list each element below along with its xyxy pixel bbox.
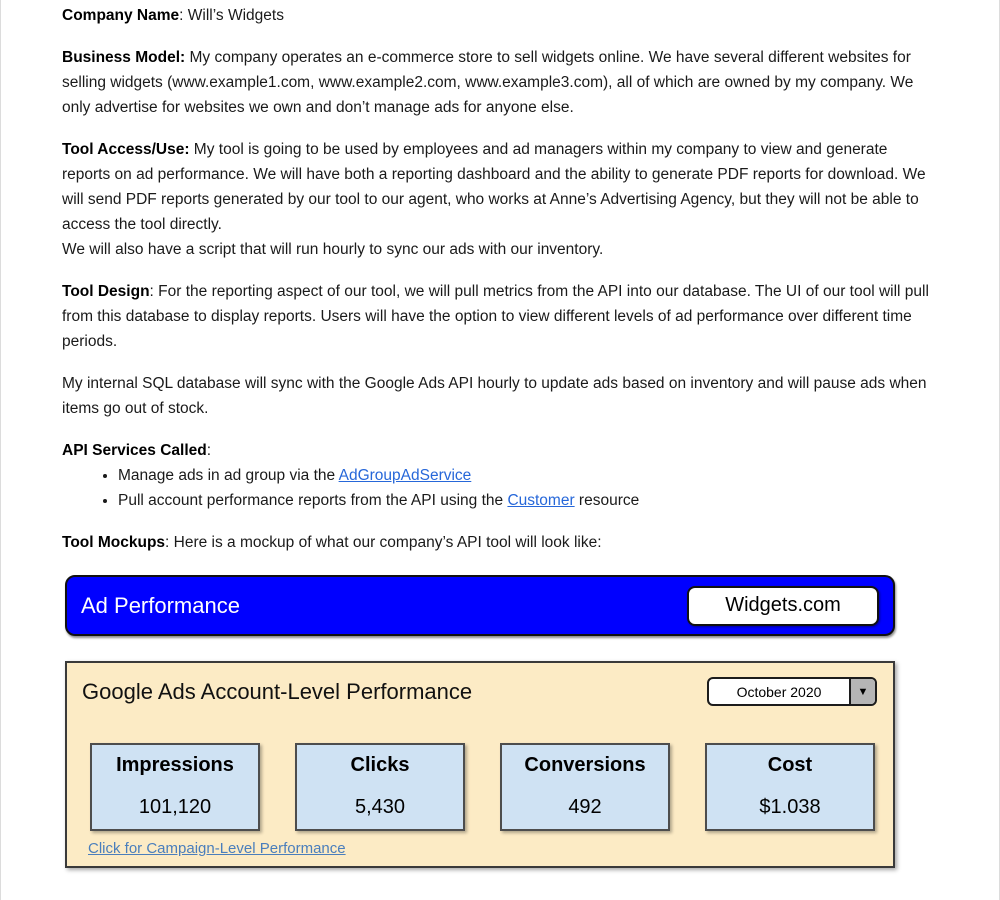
account-performance-panel [65, 661, 895, 868]
business-model-label: Business Model: [62, 49, 186, 66]
tool-mockups-text: : Here is a mockup of what our company’s API tool will look like: [165, 534, 602, 551]
month-dropdown[interactable] [707, 677, 877, 706]
company-name-label: Company Name [62, 7, 180, 24]
tool-mockups-label: Tool Mockups [62, 534, 166, 551]
metric-value: 492 [568, 796, 602, 818]
list-item [118, 463, 938, 488]
metric-label: Cost [767, 754, 813, 776]
bullet-2-text: Pull account performance reports from the API using the [118, 492, 508, 509]
business-model-paragraph [62, 45, 938, 120]
metrics-row [82, 743, 877, 831]
metric-card-cost [705, 743, 875, 831]
metric-card-clicks [295, 743, 465, 831]
metric-value: 101,120 [138, 796, 212, 818]
metric-card-impressions [90, 743, 260, 831]
customer-link[interactable]: Customer [507, 492, 575, 509]
metric-value: $1.038 [759, 796, 821, 818]
tool-design-text: : For the reporting aspect of our tool, we will pull metrics from the API into our database. The UI of our tool will pull from this database to display reports. Users will have the option to view different levels of ad performance over different time periods. [62, 283, 929, 350]
campaign-level-link[interactable]: Click for Campaign-Level Performance [88, 840, 346, 857]
company-name-value: : Will’s Widgets [179, 7, 284, 24]
mockup-app-title: Ad Performance [81, 592, 240, 618]
list-item [118, 488, 938, 513]
tool-access-label: Tool Access/Use: [62, 141, 190, 158]
metric-label: Impressions [116, 754, 234, 776]
widgets-site-button[interactable]: Widgets.com [687, 586, 879, 626]
tool-access-text: My tool is going to be used by employees and ad managers within my company to view and generate reports on ad performance. We will have both a reporting dashboard and the ability to generate PDF reports for download. We will send PDF reports generated by our tool to our agent, who works at Anne’s Advertising Agency, but they will not be able to access the tool directly. [62, 141, 926, 233]
bullet-1-text: Manage ads in ad group via the [118, 467, 339, 484]
panel-header-row [82, 677, 877, 706]
company-name-line [62, 3, 938, 28]
api-services-list [62, 463, 938, 513]
chevron-down-icon[interactable]: ▼ [849, 679, 875, 704]
business-model-text: My company operates an e-commerce store to sell widgets online. We have several different websites for selling widgets (www.example1.com, www.example2.com, www.example3.com), all of which are owned by my company. We only advertise for websites we own and don’t manage ads for anyone else. [62, 49, 914, 116]
tool-design-paragraph [62, 279, 938, 354]
month-dropdown-value: October 2020 [736, 683, 822, 700]
tool-access-paragraph [62, 137, 938, 262]
sql-sync-paragraph [62, 371, 938, 421]
api-services-label: API Services Called [62, 442, 207, 459]
api-services-heading [62, 438, 938, 463]
panel-title: Google Ads Account-Level Performance [82, 679, 473, 704]
metric-label: Clicks [350, 754, 410, 776]
api-services-colon: : [206, 442, 212, 459]
metric-label: Conversions [524, 754, 646, 776]
tool-mockups-paragraph [62, 530, 938, 555]
mockup-header-bar [65, 575, 895, 636]
metric-card-conversions [500, 743, 670, 831]
sql-sync-text: My internal SQL database will sync with the Google Ads API hourly to update ads based on inventory and will pause ads when items go out of stock. [62, 375, 927, 417]
metric-value: 5,430 [354, 796, 406, 818]
tool-access-text-2: We will also have a script that will run hourly to sync our ads with our inventory. [62, 241, 604, 258]
document-body [62, 3, 938, 555]
adgroupadservice-link[interactable]: AdGroupAdService [338, 467, 472, 484]
tool-design-label: Tool Design [62, 283, 150, 300]
bullet-2-suffix: resource [574, 492, 640, 509]
